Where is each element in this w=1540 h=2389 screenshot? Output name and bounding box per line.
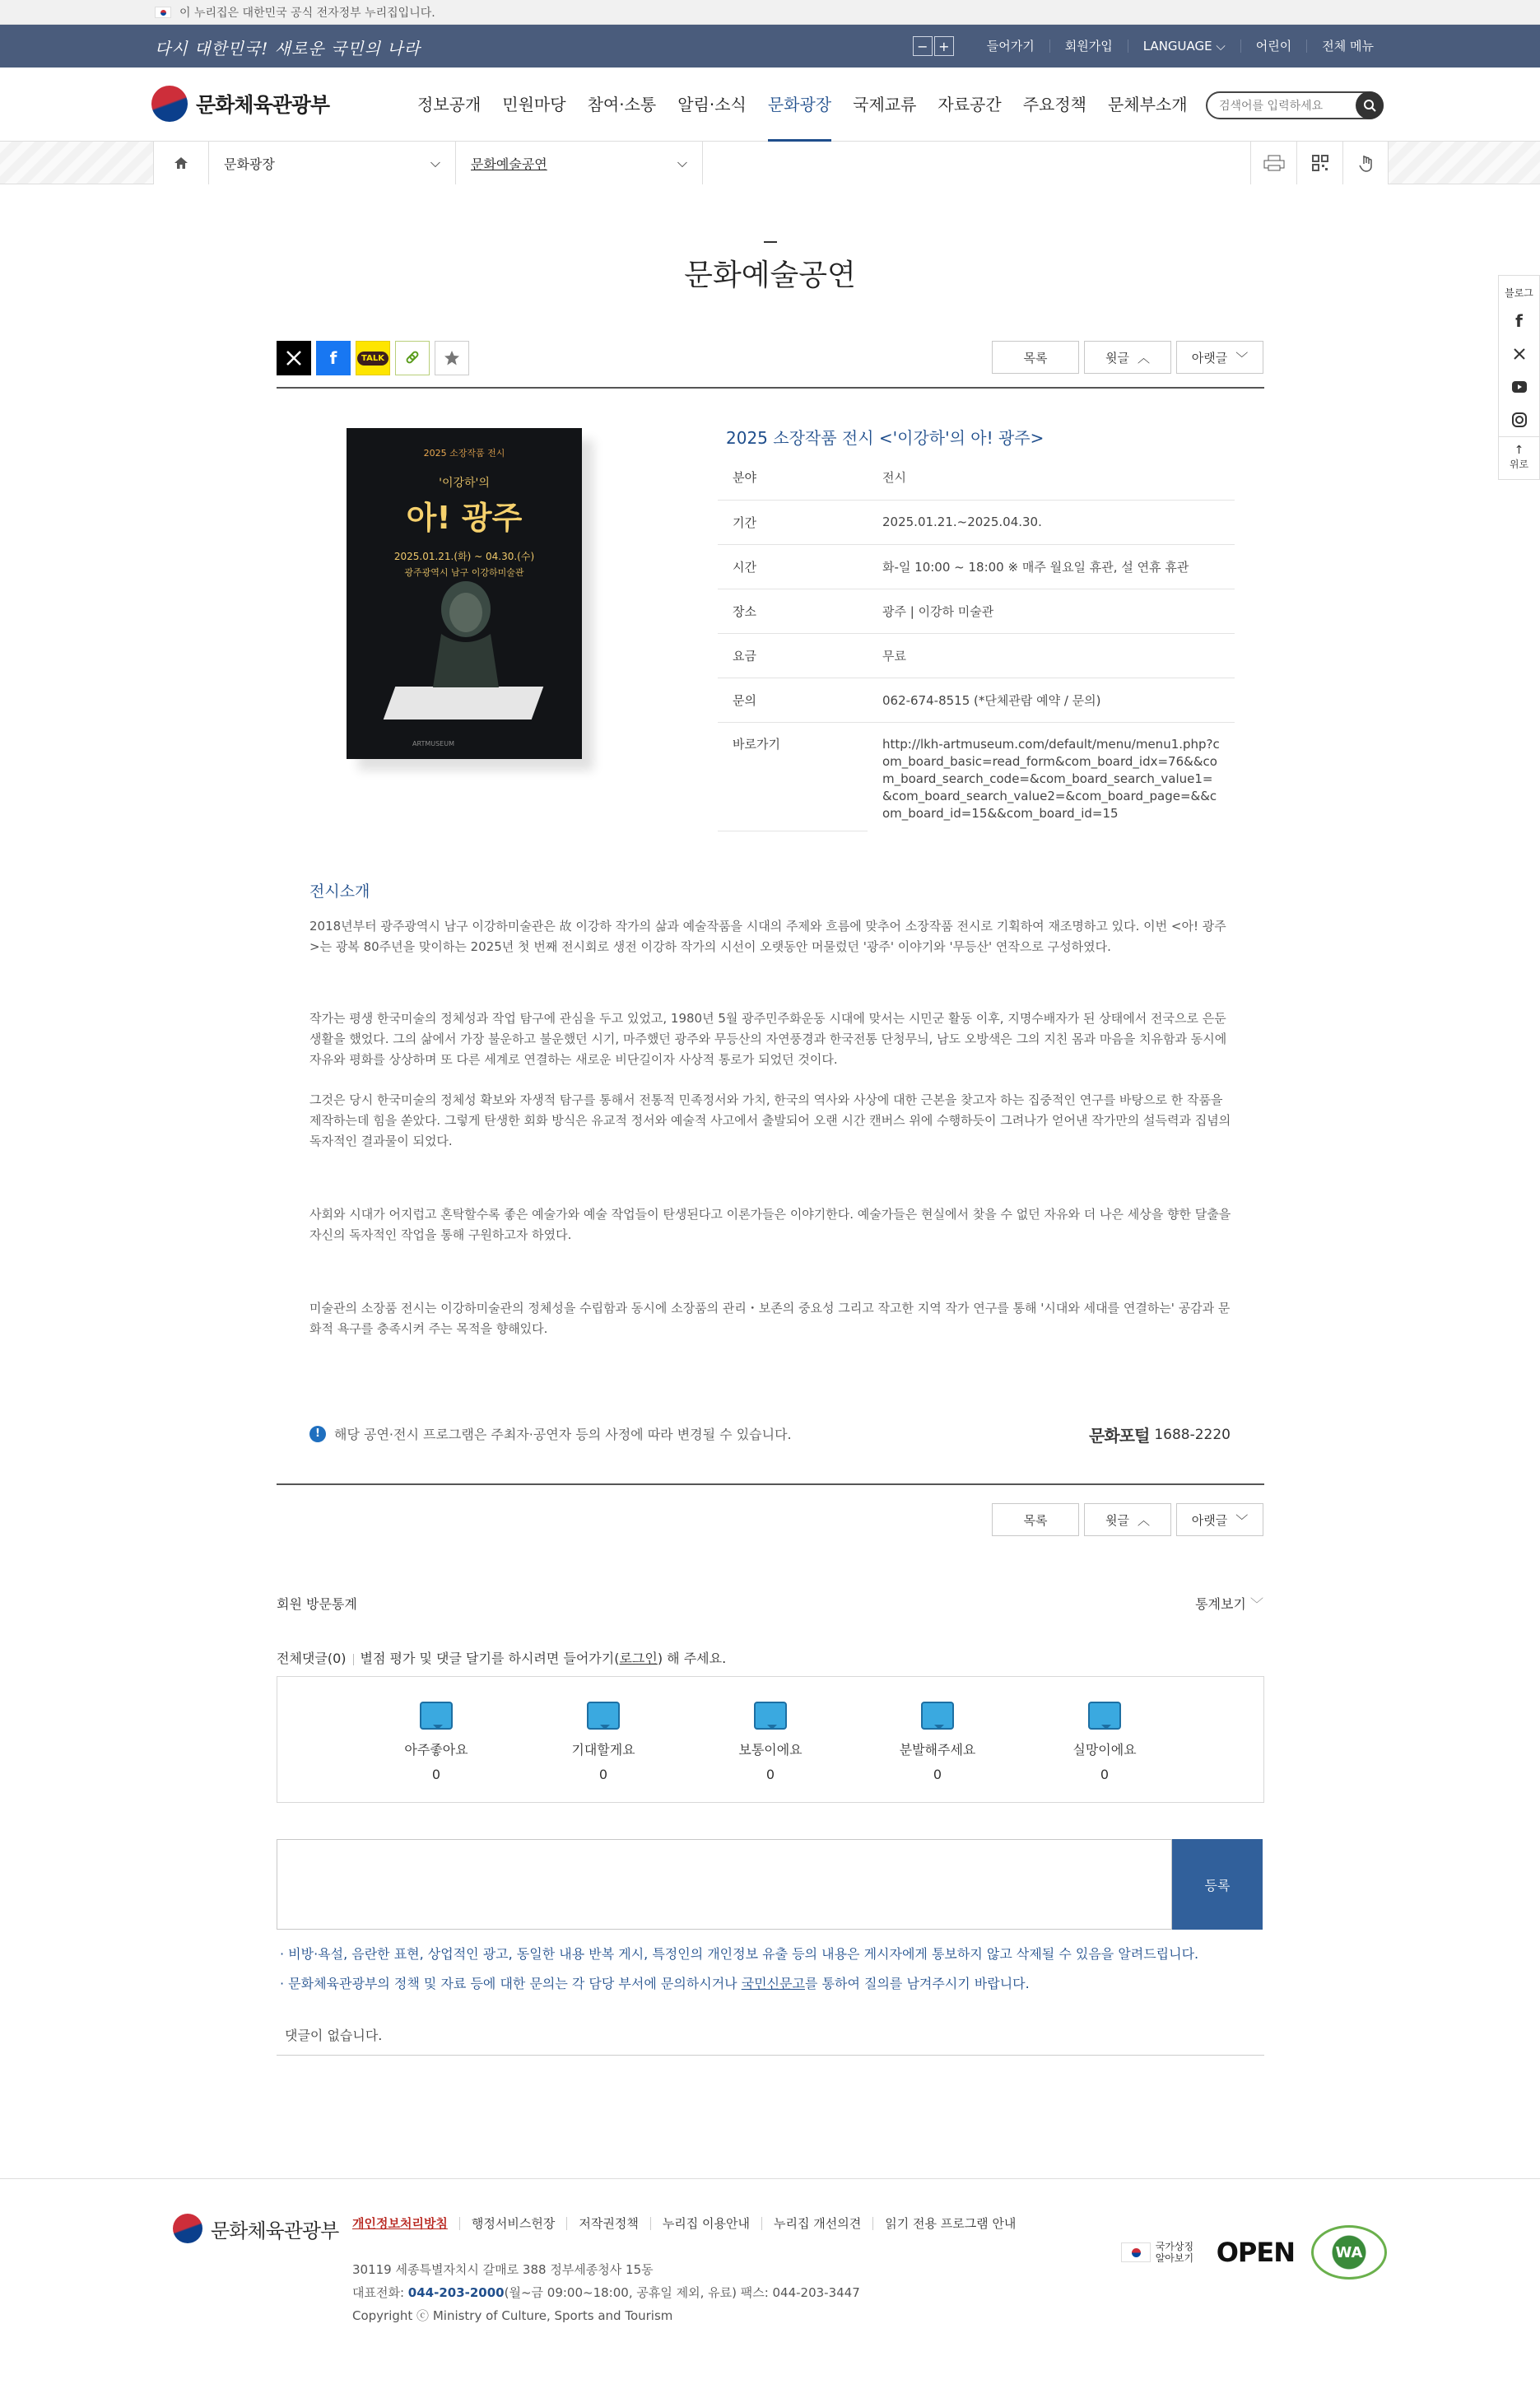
comment-textarea[interactable] [277, 1839, 1172, 1930]
x-side-button[interactable] [1499, 338, 1539, 370]
footer-link-feedback[interactable]: 누리집 개선의견 [761, 2217, 872, 2230]
copy-link-button[interactable] [395, 341, 430, 375]
search-icon [1363, 99, 1376, 112]
intro-paragraph: 2018년부터 광주광역시 남구 이강하미술관은 故 이강하 작가의 삶과 예술작품을 시대의 주제와 흐름에 맞추어 소장작품 전시로 기획하여 재조명하고 있다. 이번 <아! 광주>는 광복 80주년을 맞이하는 2025년 첫 번째 전시회로 생전 이강하 작가의 시선이 오랫동안 머물렀던 '광주' 이야기와 '무등산' 연작으로 구성하였다. [309, 919, 1226, 954]
footer-link-charter[interactable]: 행정서비스헌장 [459, 2217, 566, 2230]
content-top-rule [277, 387, 1264, 389]
location-select-depth2[interactable] [456, 142, 703, 184]
footer-info [352, 2258, 860, 2327]
taegeuk-logo-icon [151, 86, 188, 122]
rating-expect[interactable] [520, 1677, 687, 1802]
signup-link[interactable]: 회원가입 [1049, 40, 1128, 53]
info-row [718, 589, 1235, 633]
info-label: 분야 [718, 455, 868, 500]
exhibition-intro [309, 879, 1231, 1339]
phone-hours: (월~금 09:00~18:00, 공휴일 제외, 유료) 팩스: 044-203-3447 [504, 2285, 860, 2300]
national-symbol-label: 국가상징 알아보기 [1155, 2241, 1194, 2264]
info-value: 전시 [868, 455, 1235, 500]
list-button[interactable] [992, 1503, 1079, 1536]
intro-heading: 전시소개 [309, 882, 370, 901]
divider [277, 2055, 1264, 2056]
footer-copyright: Copyright ⓒ Ministry of Culture, Sports and Tourism [352, 2308, 673, 2323]
nav-item-info[interactable]: 정보공개 [417, 95, 482, 114]
footer-link-privacy[interactable]: 개인정보처리방침 [352, 2216, 448, 2231]
poster-footer: ARTMUSEUM [412, 740, 454, 747]
info-row [718, 500, 1235, 544]
sinmungo-link[interactable]: 국민신문고 [741, 1976, 805, 1991]
smile-face-icon [420, 1702, 453, 1730]
footer-logo-text: 문화체육관광부 [211, 2219, 339, 2242]
change-notice [309, 1424, 792, 1443]
rating-count: 0 [933, 1767, 942, 1782]
instagram-side-button[interactable] [1499, 403, 1539, 436]
search-input[interactable] [1206, 91, 1384, 119]
info-value: 2025.01.21.~2025.04.30. [868, 500, 1235, 544]
facebook-icon: f [1515, 311, 1523, 331]
rating-count: 0 [431, 1767, 441, 1782]
bust-sculpture-image [425, 576, 507, 692]
next-label: 아랫글 [1191, 350, 1228, 366]
header [0, 68, 1540, 142]
happy-face-icon [587, 1702, 620, 1730]
culture-portal-logo: 문화포털 [1089, 1426, 1150, 1446]
phone-label: 대표전화: [352, 2285, 408, 2300]
rating-label: 분발해주세요 [899, 1742, 976, 1758]
culture-portal-contact [1089, 1423, 1231, 1446]
divider [353, 1654, 354, 1665]
facebook-side-button[interactable] [1499, 305, 1539, 338]
nav-item-resources[interactable]: 자료공간 [937, 95, 1002, 114]
main-nav [407, 68, 1198, 142]
post-nav-top [992, 341, 1263, 374]
share-hand-icon [1357, 154, 1374, 172]
location-depth1-label: 문화광장 [224, 156, 275, 172]
comment-info [277, 1648, 726, 1667]
footer-links [352, 2217, 1027, 2230]
homepage-link[interactable]: http://lkh-artmuseum.com/default/menu/menu1.php?com_board_basic=read_form&com_board_idx=76&&com_board_search_code=&com_board_search_value1=&com_board_search_value2=&com_board_page=&&com_board_id=15&&com_board_id=15 [882, 736, 1220, 821]
share-page-button[interactable] [1342, 142, 1389, 184]
prev-label: 윗글 [1105, 1512, 1129, 1528]
nav-item-participation[interactable]: 참여·소통 [587, 95, 657, 114]
intro-paragraph: 그것은 당시 한국미술의 정체성 확보와 자생적 탐구를 통해서 전통적 민족정서와 가치, 한국의 역사와 사상에 대한 근본을 찾고자 하는 집중적인 연구를 바탕으로 한 작품을 제작하는데 힘을 쏟았다. 그렇게 탄생한 회화 방식은 유교적 정서와 예술적 사고에서 출발되어 오랜 시간 캔버스 위에 수행하듯이 그려나가 얻어낸 작가만의 설득력과 집념의 독자적인 결과물이 되었다. [309, 1092, 1231, 1148]
info-label: 바로가기 [718, 722, 868, 831]
post-nav-bottom [992, 1503, 1263, 1536]
scroll-top-label: 위로 [1509, 459, 1529, 470]
comment-count: 전체댓글(0) [277, 1651, 347, 1666]
list-label: 목록 [1023, 1512, 1048, 1528]
star-icon [443, 349, 461, 367]
footer-phone-line [352, 2281, 860, 2304]
share-x-button[interactable] [277, 341, 311, 375]
rating-label: 실망이에요 [1072, 1742, 1137, 1758]
language-menu[interactable] [1128, 40, 1240, 53]
stats-view-label: 통계보기 [1195, 1596, 1246, 1612]
login-link[interactable]: 들어가기 [986, 39, 1035, 54]
location-depth2-label: 문화예술공연 [471, 156, 547, 172]
rating-label: 아주좋아요 [404, 1742, 468, 1758]
qr-code-button[interactable] [1296, 142, 1342, 184]
rule2-post: 를 통하여 질의를 남겨주시기 바랍니다. [805, 1976, 1030, 1991]
rating-very-good[interactable] [353, 1677, 520, 1802]
intro-paragraph: 사회와 시대가 어지럽고 혼탁할수록 좋은 예술가와 예술 작업들이 탄생된다고 이론가들은 이야기한다. 예술가들은 현실에서 찾을 수 없던 자유와 더 나은 세상을 향한 달출을 자신의 독자적인 작업을 통해 구원하고자 하였다. [309, 1207, 1231, 1242]
korea-flag-icon [155, 7, 171, 18]
location-bar [0, 142, 1540, 184]
info-value: 광주 | 이강하 미술관 [868, 589, 1235, 633]
footer-link-copyright[interactable]: 저작권정책 [566, 2217, 649, 2230]
poster-line2: '이강하'의 [439, 477, 490, 490]
rating-count: 0 [598, 1767, 608, 1782]
no-comment-text: 댓글이 없습니다. [285, 2028, 383, 2043]
x-icon [1513, 347, 1526, 361]
page-title: 문화예술공연 [684, 258, 856, 292]
chevron-down-icon: ﹀ [1235, 350, 1249, 366]
rating-label: 기대할게요 [571, 1742, 635, 1758]
info-row [718, 455, 1235, 500]
kids-link[interactable]: 어린이 [1240, 40, 1306, 53]
poster-line5: 광주광역시 남구 이강하미술관 [404, 567, 524, 578]
facebook-icon: f [329, 348, 337, 368]
event-info-table [718, 455, 1235, 831]
list-button[interactable] [992, 341, 1079, 374]
chevron-up-icon: ︿ [1137, 1512, 1150, 1528]
open-license-logo: OPEN [1216, 2237, 1295, 2268]
login-link[interactable]: 로그인 [619, 1651, 658, 1666]
rating-improve[interactable] [854, 1677, 1021, 1802]
info-label: 장소 [718, 589, 868, 633]
chevron-down-icon: ⌵ [1216, 39, 1226, 54]
location-select-depth1[interactable] [209, 142, 456, 184]
share-kakaotalk-button[interactable] [356, 341, 390, 375]
poster-line1: 2025 소장작품 전시 [423, 448, 505, 459]
zoom-controls [911, 36, 954, 56]
rating-count: 0 [765, 1767, 775, 1782]
language-label: LANGUAGE [1142, 39, 1212, 54]
gov-banner [0, 0, 1540, 25]
side-quick-menu [1498, 275, 1540, 480]
chevron-down-icon: ﹀ [1249, 1596, 1263, 1612]
info-value: 062-674-8515 (*단체관람 예약 / 문의) [868, 678, 1235, 722]
rating-label: 보통이에요 [738, 1742, 803, 1758]
share-buttons [277, 341, 469, 375]
arrow-up-icon: ↑ [1514, 444, 1524, 457]
poster-plinth [384, 687, 544, 719]
info-value: 무료 [868, 633, 1235, 678]
full-menu-link[interactable]: 전체 메뉴 [1306, 40, 1389, 53]
next-post-button[interactable] [1176, 341, 1263, 374]
event-poster-image [347, 428, 582, 759]
footer-address: 30119 세종특별자치시 갈매로 388 정부세종청사 15동 [352, 2262, 654, 2277]
footer [0, 2178, 1540, 2389]
poster-line4: 2025.01.21.(화) ~ 04.30.(수) [393, 551, 535, 562]
youtube-side-button[interactable] [1499, 370, 1539, 403]
next-label: 아랫글 [1191, 1512, 1228, 1528]
zoom-in-button[interactable]: + [934, 36, 954, 56]
nav-item-about[interactable]: 문체부소개 [1107, 95, 1188, 114]
utility-menu [911, 25, 1389, 68]
info-row [718, 678, 1235, 722]
qr-code-icon [1312, 155, 1328, 171]
info-row [718, 633, 1235, 678]
comment-submit-button[interactable]: 등록 [1172, 1839, 1263, 1930]
nav-item-international[interactable]: 국제교류 [853, 95, 917, 114]
home-button[interactable] [153, 142, 209, 184]
scroll-top-button[interactable] [1499, 436, 1539, 479]
kakaotalk-icon: TALK [357, 352, 388, 366]
phone-number: 044-203-2000 [407, 2285, 505, 2300]
rating-normal[interactable] [687, 1677, 854, 1802]
nav-item-civil[interactable]: 민원마당 [502, 95, 566, 114]
rule2-pre: · 문화체육관광부의 정책 및 자료 등에 대한 문의는 각 담당 부서에 문의하시거나 [280, 1976, 742, 1991]
comment-hint-post: ) 해 주세요. [657, 1651, 727, 1666]
prev-post-button[interactable] [1084, 1503, 1171, 1536]
national-symbol-link[interactable] [1121, 2241, 1200, 2264]
comment-rule [280, 1969, 1198, 1999]
title-decoration [764, 241, 777, 243]
intro-paragraph: 작가는 평생 한국미술의 정체성과 작업 탐구에 관심을 두고 있었고, 1980년 5월 광주민주화운동 시대에 맞서는 시민군 활동 이후, 지명수배자가 된 상태에서 전국으로 은둔생활을 했었다. 그의 삶에서 가장 불운하고 불운했던 시기, 마주했던 광주와 무등산의 자연풍경과 한국전통 단청무늬, 남도 오방색은 그의 지친 몸과 마음을 치유함과 동시에 자유와 평화를 상상하며 또 다른 세계로 연결하는 새로운 비단길이자 사상적 통로가 되었던 것이다. [309, 1011, 1227, 1067]
rating-disappointed[interactable] [1021, 1677, 1189, 1802]
chevron-down-icon: ⌵ [430, 155, 440, 170]
footer-logo[interactable] [173, 2214, 338, 2243]
neutral-face-icon [754, 1702, 787, 1730]
comment-rule: · 비방·욕설, 음란한 표현, 상업적인 광고, 동일한 내용 반복 게시, 특정인의 개인정보 유출 등의 내용은 게시자에게 통보하지 않고 삭제될 수 있음을 알려드립니다. [280, 1946, 1199, 1962]
chevron-down-icon: ﹀ [1235, 1512, 1249, 1528]
info-icon: ! [309, 1426, 326, 1442]
nav-item-culture[interactable]: 문화광장 [757, 68, 842, 142]
event-title: 2025 소장작품 전시 <'이강하'의 아! 광주> [726, 428, 1045, 448]
rating-count: 0 [1100, 1767, 1110, 1782]
visit-stats-label: 회원 방문통계 [277, 1596, 357, 1612]
info-row [718, 722, 1235, 831]
instagram-icon [1512, 412, 1527, 427]
nav-item-policy[interactable]: 주요정책 [1022, 95, 1086, 114]
chevron-up-icon: ︿ [1137, 350, 1150, 366]
chevron-down-icon: ⌵ [677, 155, 687, 170]
notice-text: 해당 공연·전시 프로그램은 주최자·공연자 등의 사정에 따라 변경될 수 있습니다. [334, 1427, 792, 1442]
sad-face-icon [1088, 1702, 1121, 1730]
link-icon [403, 349, 421, 367]
korea-flag-icon [1121, 2242, 1151, 2262]
search-button[interactable] [1356, 91, 1384, 119]
web-accessibility-mark: WA [1311, 2225, 1387, 2280]
rating-box [277, 1676, 1264, 1803]
blog-label[interactable]: 블로그 [1505, 287, 1533, 299]
footer-link-reader[interactable]: 읽기 전용 프로그램 안내 [872, 2217, 1027, 2230]
taegeuk-logo-icon [173, 2214, 202, 2243]
prev-label: 윗글 [1105, 350, 1129, 366]
info-label: 문의 [718, 678, 868, 722]
intro-paragraph: 미술관의 소장품 전시는 이강하미술관의 정체성을 수립함과 동시에 소장품의 관리・보존의 중요성 그리고 작고한 지역 작가 연구를 통해 '시대와 세대를 연결하는' 공감과 문화적 욕구를 충족시켜 주는 목적을 향해있다. [309, 1301, 1231, 1336]
youtube-icon [1512, 381, 1527, 393]
location-inner [153, 142, 1389, 184]
poster-line3: 아! 광주 [406, 500, 523, 536]
gov-banner-text: 이 누리집은 대한민국 공식 전자정부 누리집입니다. [179, 6, 435, 20]
page-tools [1250, 142, 1389, 184]
footer-marks [1121, 2225, 1387, 2280]
search-placeholder: 검색어를 입력하세요 [1219, 100, 1324, 113]
info-value: 화-일 10:00 ~ 18:00 ※ 매주 월요일 휴관, 설 연휴 휴관 [868, 544, 1235, 589]
nav-item-news[interactable]: 알림·소식 [677, 95, 747, 114]
home-icon [174, 156, 188, 170]
list-label: 목록 [1023, 350, 1048, 366]
share-facebook-button[interactable] [316, 341, 351, 375]
zoom-out-button[interactable]: − [913, 36, 933, 56]
bookmark-button[interactable] [435, 341, 469, 375]
info-label: 기간 [718, 500, 868, 544]
comment-hint-pre: 별점 평가 및 댓글 달기를 하시려면 들어가기( [360, 1651, 620, 1666]
slogan: 다시 대한민국! 새로운 국민의 나라 [155, 39, 421, 58]
next-post-button[interactable] [1176, 1503, 1263, 1536]
logo-text: 문화체육관광부 [196, 93, 330, 117]
culture-portal-phone: 1688-2220 [1154, 1426, 1231, 1443]
print-icon [1263, 155, 1285, 171]
frown-face-icon [921, 1702, 954, 1730]
x-icon [286, 350, 302, 366]
site-logo[interactable] [151, 86, 329, 122]
prev-post-button[interactable] [1084, 341, 1171, 374]
info-label: 요금 [718, 633, 868, 678]
info-label: 시간 [718, 544, 868, 589]
comment-rules [280, 1940, 1198, 1999]
content-bottom-rule [277, 1483, 1264, 1485]
print-button[interactable] [1250, 142, 1296, 184]
info-row [718, 544, 1235, 589]
footer-link-guide[interactable]: 누리집 이용안내 [650, 2217, 761, 2230]
stats-view-toggle[interactable] [1195, 1594, 1263, 1613]
top-bar [0, 25, 1540, 68]
